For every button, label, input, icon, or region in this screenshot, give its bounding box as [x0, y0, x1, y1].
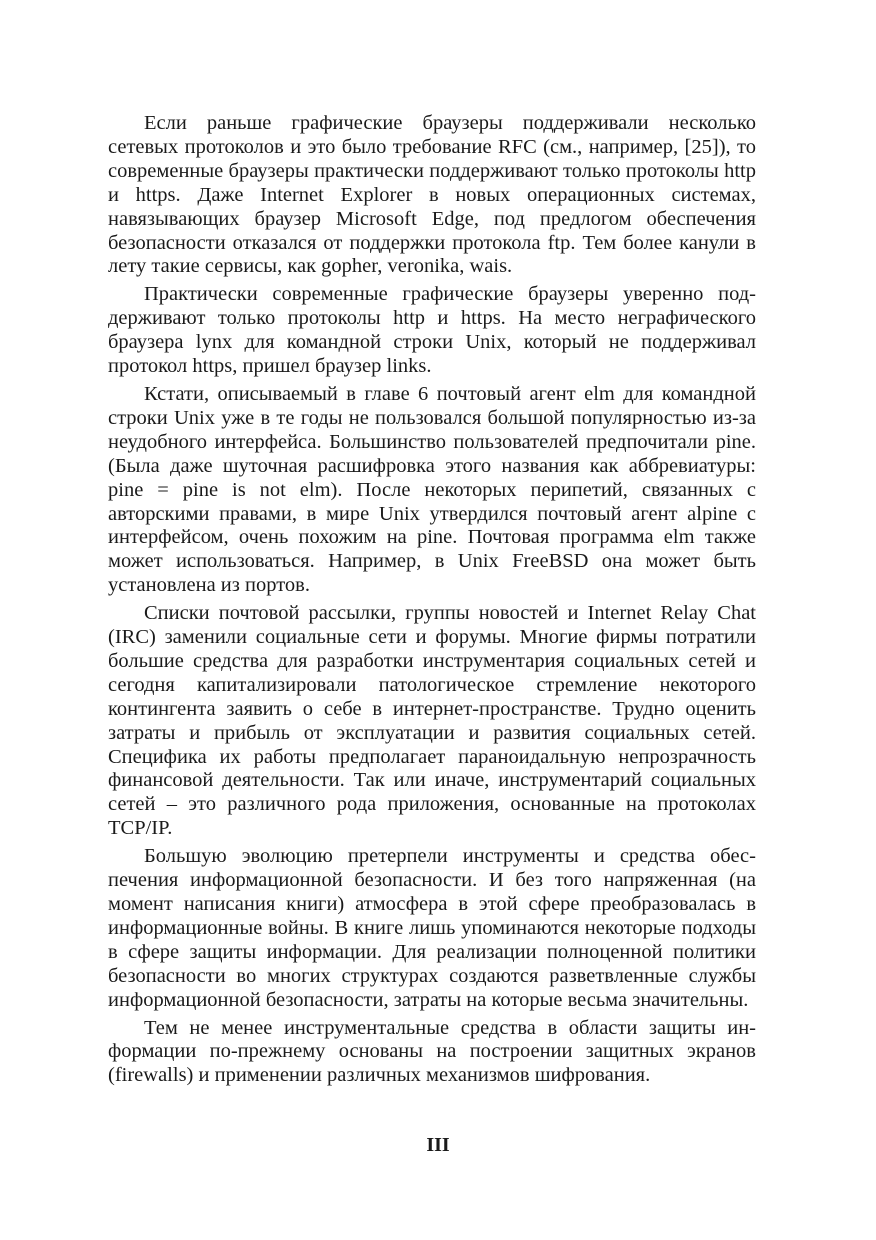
paragraph-modern-browsers: Практически современные графические браузеры уверенно поддерживают только протоколы http и https. На место неграфического браузера lynx для командной строки Unix, который не поддерживал протокол https, пришел браузер links. [108, 283, 756, 378]
paragraph-information-security: Большую эволюцию претерпели инструменты и средства обеспечения информационной безопасности. И без того напряженная (на момент написания книги) атмосфера в этой сфере преобразовалась в информационные войны. В книге лишь упоминаются некоторые подходы в сфере защиты информации. Для реализации полноценной политики безопасности во многих структурах создаются разветвленные службы информационной безопасности, затраты на которые весьма значительны. [108, 845, 756, 1011]
paragraph-mail-agents: Кстати, описываемый в главе 6 почтовый агент elm для командной строки Unix уже в те годы не пользовался большой популярностью из-за неудобного интерфейса. Большинство пользователей предпочитали pine. (Была даже шуточная расшифровка этого названия как аббревиатуры: pine = pine is not elm). После некоторых перипетий, связанных с авторскими правами, в мире Unix утвердился почтовый агент alpine с интерфейсом, очень похожим на pine. Почтовая программа elm также может использоваться. Например, в Unix FreeBSD она может быть установлена из портов. [108, 382, 756, 597]
page-number: III [426, 1134, 450, 1156]
page-body [108, 112, 756, 1088]
paragraph-social-networks: Списки почтовой рассылки, группы новостей и Internet Relay Chat (IRC) заменили социальные сети и форумы. Многие фирмы потратили большие средства для разработки инструментария социальных сетей и сегодня капитализировали патологическое стремление некоторого контингента заявить о себе в интернет-пространстве. Трудно оценить затраты и прибыль от эксплуатации и развития социальных сетей. Специфика их работы предполагает параноидальную непрозрачность финансовой деятельности. Так или иначе, инструментарий социальных сетей – это различного рода приложения, основанные на протоколах TCP/IP. [108, 602, 756, 840]
paragraph-firewalls: Тем не менее инструментальные средства в области защиты информации по-прежнему основаны на построении защитных экранов (firewalls) и применении различных механизмов шифрования. [108, 1016, 756, 1087]
paragraph-browsers-protocols: Если раньше графические браузеры поддерживали несколько сетевых протоколов и это было требование RFC (см., например, [25]), то современные браузеры практически поддерживают только протоколы http и https. Даже Internet Explorer в новых операционных системах, навязывающих браузер Microsoft Edge, под предлогом обеспечения безопасности отказался от поддержки протокола ftp. Тем более канули в лету такие сервисы, как gopher, veronika, wais. [108, 112, 756, 278]
